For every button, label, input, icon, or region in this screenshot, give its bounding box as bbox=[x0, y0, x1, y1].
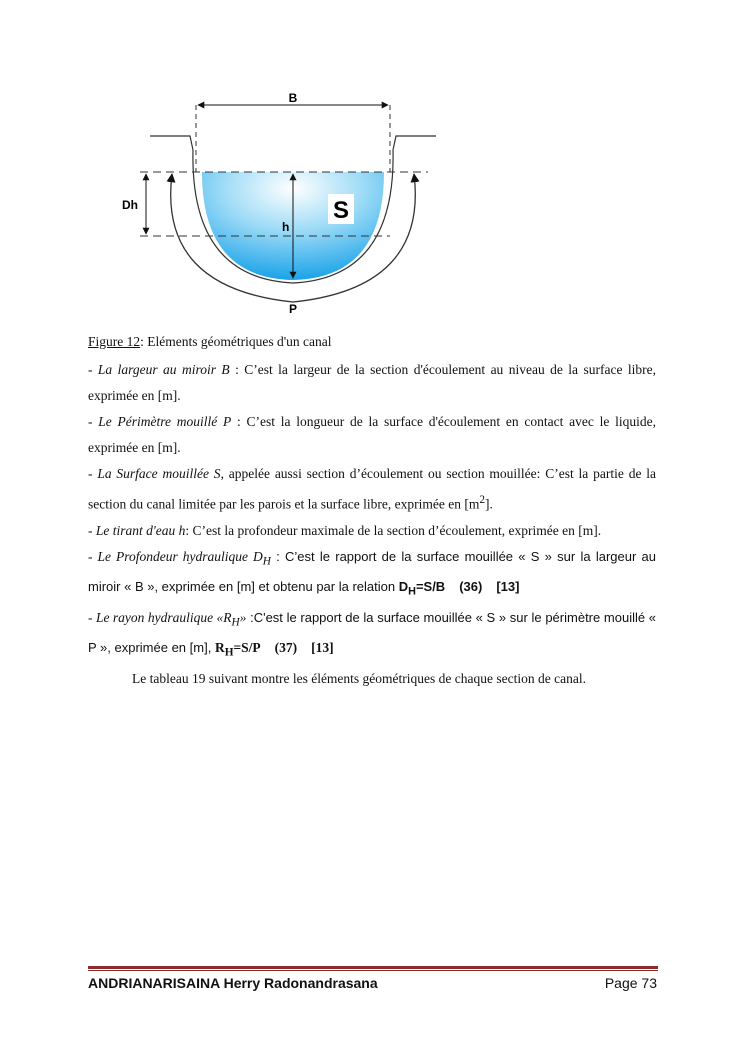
footer-rule bbox=[88, 966, 658, 969]
item-surface: - La Surface mouillée S, appelée aussi section d’écoulement ou section mouillée: C’est la partie de la section du canal limitée par les parois et la surface libre, exprimée en $[m^2]$. bbox=[88, 466, 657, 512]
item-perimeter: - Le Périmètre mouillé P : C’est la longueur de la surface d'écoulement en contact avec le liquide, exprimée en [m]. bbox=[88, 414, 656, 455]
caption-number: Figure 12 bbox=[88, 334, 141, 349]
caption-text: : Eléments géométriques d'un canal bbox=[140, 334, 332, 349]
item-hydraulic-radius: - Le rayon hydraulique «$R_H$» :C'est le rapport de la surface mouillée « S » sur le périmètre mouillé « P », exprimée en [m], $R_H=S/P$ (37) [13] bbox=[88, 609, 657, 660]
figure-caption bbox=[88, 334, 332, 350]
channel-cross-section-diagram bbox=[110, 88, 450, 316]
label-S: S bbox=[332, 197, 350, 224]
footer-rule-thin bbox=[88, 970, 658, 971]
item-width: - La largeur au miroir B : C’est la largeur de la section d'écoulement au niveau de la surface libre, exprimée en [m]. bbox=[88, 362, 656, 403]
page-number: Page 73 bbox=[604, 975, 657, 991]
definitions bbox=[88, 357, 656, 692]
formula-rh: $R_H=S/P$ bbox=[214, 640, 261, 660]
formula-dh: $D_H=S/B$ bbox=[398, 579, 446, 598]
item-hydraulic-depth: - Le Profondeur hydraulique $D_H$ : C’est le rapport de la surface mouillée « S » sur la largeur au miroir « B », exprimée en [m] et obtenu par la relation $D_H=S/B$ (36) [13] bbox=[88, 548, 657, 598]
closing-sentence: Le tableau 19 suivant montre les éléments géométriques de chaque section de canal. bbox=[132, 671, 586, 687]
label-P: P bbox=[288, 302, 298, 316]
label-Dh: Dh bbox=[122, 198, 138, 212]
label-B: B bbox=[288, 91, 298, 105]
label-h: h bbox=[282, 220, 290, 234]
footer-author: ANDRIANARISAINA Herry Radonandrasana bbox=[88, 975, 378, 991]
item-depth: - Le tirant d'eau h: C’est la profondeur maximale de la section d’écoulement, exprimée en [m]. bbox=[88, 522, 602, 538]
